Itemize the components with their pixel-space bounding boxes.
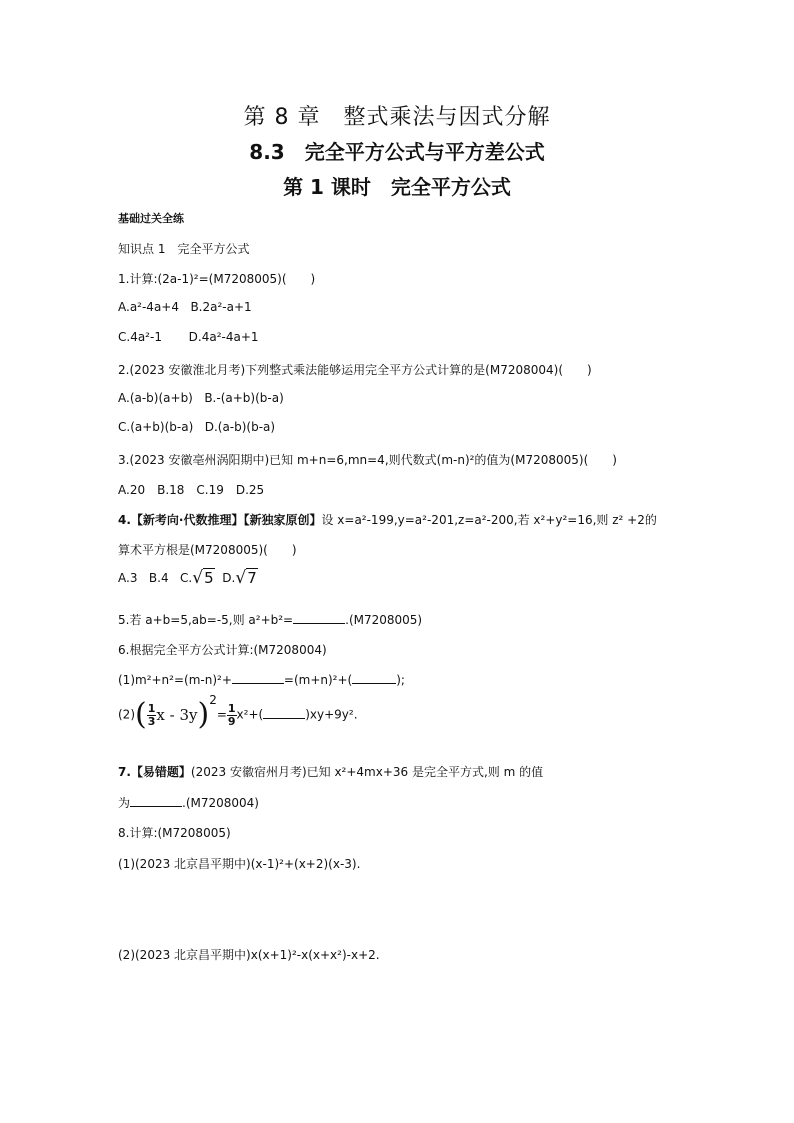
q1-option-c: C.4a²-1: [118, 330, 162, 344]
section-title: 8.3 完全平方公式与平方差公式: [249, 140, 545, 164]
question-3-options: A.20 B.18 C.19 D.25: [118, 483, 265, 497]
lesson-title: 第 1 课时 完全平方公式: [283, 175, 511, 199]
question-2-options-row2: [118, 420, 275, 434]
q6-p1-blank-2[interactable]: [352, 672, 396, 684]
question-4-options: [118, 567, 258, 587]
question-8-stem: 8.计算:(M7208005): [118, 826, 231, 840]
q4-option-a: A.3: [118, 571, 138, 585]
q7-pre: 为: [118, 796, 131, 810]
q6-p2-rhs-b: )xy+9y².: [305, 707, 358, 722]
q6-p1-end: );: [396, 673, 405, 687]
q4-stem-text: 设 x=a²-199,y=a²-201,z=a²-200,若 x²+y²=16,则 z² +2的: [321, 513, 657, 527]
question-1-stem: 1.计算:(2a-1)²=(M7208005)( ): [118, 272, 316, 286]
question-1-options-row1: [118, 300, 252, 314]
q6-p1-blank-1[interactable]: [232, 672, 284, 684]
q6-p2-rhs-a: x²+(: [236, 707, 264, 722]
question-4-stem-line2: 算术平方根是(M7208005)( ): [118, 543, 297, 557]
q2-option-d: D.(a-b)(b-a): [204, 420, 276, 434]
q1-option-a: A.a²-4a+4: [118, 300, 179, 314]
question-2-stem: 2.(2023 安徽淮北月考)下列整式乘法能够运用完全平方公式计算的是(M7208004)( ): [118, 363, 592, 377]
q2-option-c: C.(a+b)(b-a): [118, 420, 194, 434]
q1-option-d: D.4a²-4a+1: [188, 330, 259, 344]
question-6-part-2: (2)( $\frac{1}{3}$ x - 3y)$^2$= $\frac{1}{9}$ x²+( )xy+9y².: [118, 692, 358, 732]
q7-code: .(M7208004): [182, 796, 259, 810]
q4-option-b: B.4: [148, 571, 169, 585]
q6-p2-expression: x - 3y: [156, 706, 198, 724]
q1-option-b: B.2a²-a+1: [190, 300, 252, 314]
q6-p2-equals: =: [216, 707, 227, 722]
q4-option-d: D.: [222, 571, 236, 585]
q2-option-a: A.(a-b)(a+b): [118, 391, 193, 405]
question-6-part-1: [118, 672, 405, 687]
q4-option-c: C.: [180, 571, 193, 585]
question-7-stem: [118, 763, 543, 780]
question-5: [118, 611, 422, 628]
question-3-stem: 3.(2023 安徽亳州涡阳期中)已知 m+n=6,mn=4,则代数式(m-n)²的值为(M7208005)( ): [118, 453, 617, 467]
q6-p2-rhs-fraction: $\frac{1}{9}$: [227, 701, 236, 728]
q6-p2-fraction: $\frac{1}{3}$: [147, 701, 156, 728]
question-2-options-row1: [118, 391, 284, 405]
q5-answer-blank[interactable]: [293, 612, 345, 624]
q6-p2-exponent: 2: [209, 692, 217, 707]
q4-option-d-sqrt: √7: [235, 568, 257, 588]
question-6-stem: 6.根据完全平方公式计算:(M7208004): [118, 643, 327, 657]
knowledge-point: 知识点 1 完全平方公式: [118, 242, 250, 256]
q6-p1-left: (1)m²+n²=(m-n)²+: [118, 673, 232, 687]
question-7-line2: [118, 794, 259, 811]
question-8-part-2: (2)(2023 北京昌平期中)x(x+1)²-x(x+x²)-x+2.: [118, 948, 380, 962]
question-1-options-row2: [118, 330, 259, 344]
q7-tag: 7.【易错题】: [118, 765, 191, 779]
section-label: 基础过关全练: [118, 212, 184, 225]
question-8-part-1: (1)(2023 北京昌平期中)(x-1)²+(x+2)(x-3).: [118, 857, 361, 871]
q4-option-c-sqrt: √5: [192, 568, 214, 588]
q6-p2-blank[interactable]: [263, 707, 305, 719]
q5-code: .(M7208005): [345, 613, 423, 627]
question-4-stem: [118, 511, 657, 528]
chapter-title: 第 8 章 整式乘法与因式分解: [243, 105, 551, 130]
q5-text: 5.若 a+b=5,ab=-5,则 a²+b²=: [118, 613, 294, 627]
q2-option-b: B.-(a+b)(b-a): [204, 391, 284, 405]
q7-answer-blank[interactable]: [130, 795, 182, 807]
q7-stem-text: (2023 安徽宿州月考)已知 x²+4mx+36 是完全平方式,则 m 的值: [190, 765, 544, 779]
q4-tags: 4.【新考向·代数推理】【新独家原创】: [118, 513, 322, 527]
q6-p1-mid: =(m+n)²+(: [283, 673, 353, 687]
q6-p2-label: (2): [118, 707, 135, 722]
